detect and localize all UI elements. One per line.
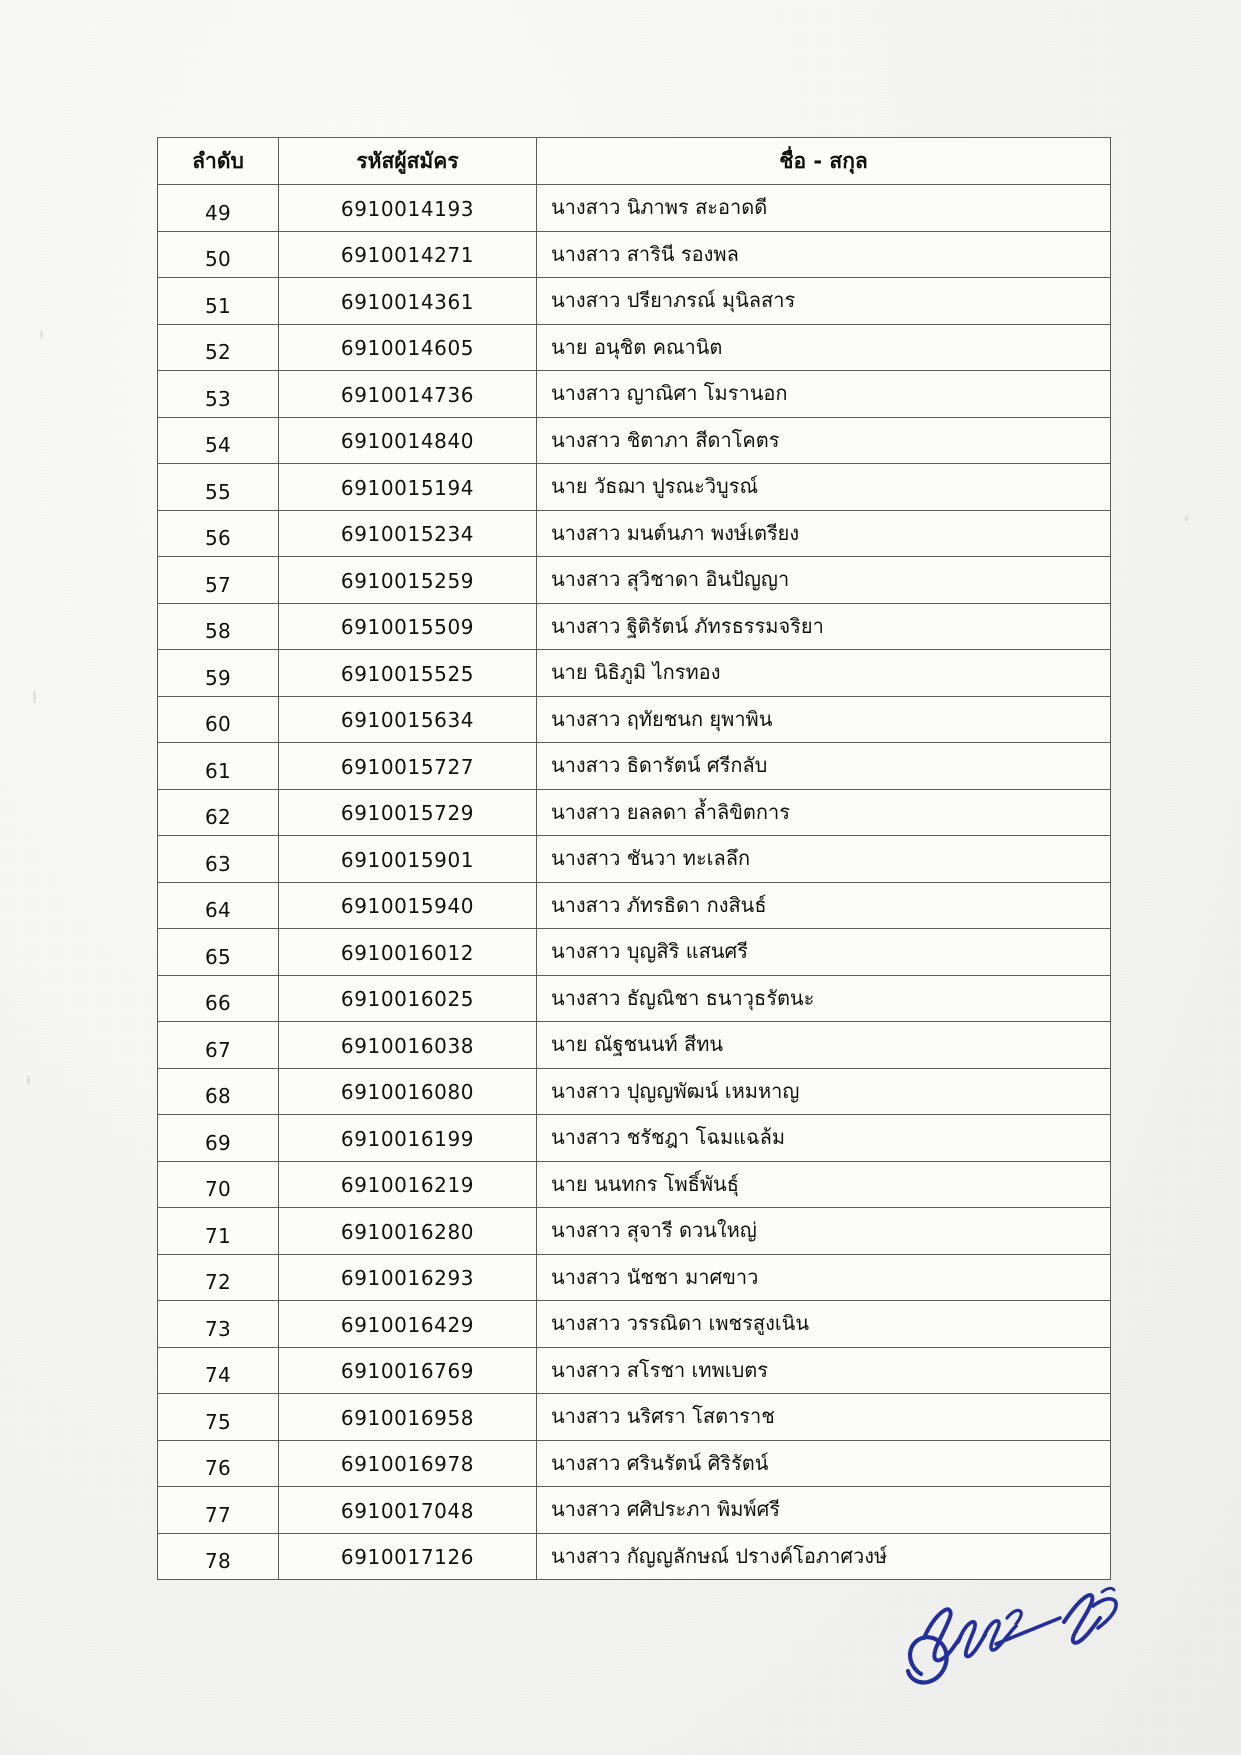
sequence-number-value: 77	[204, 1502, 232, 1527]
cell-applicant-name	[537, 557, 1111, 604]
cell-applicant-name	[537, 1487, 1111, 1534]
applicant-name-value: นางสาว บุญสิริ แสนศรี	[551, 939, 748, 964]
applicant-code-value: 6910016219	[340, 1173, 475, 1198]
applicant-code-value: 6910017126	[340, 1545, 475, 1570]
cell-applicant-code	[279, 1301, 537, 1348]
cell-applicant-name	[537, 1533, 1111, 1580]
cell-applicant-code	[279, 371, 537, 418]
applicant-code-value: 6910017048	[340, 1498, 475, 1523]
table-row	[158, 1115, 1111, 1162]
cell-sequence-number	[158, 557, 279, 604]
table-row	[158, 1347, 1111, 1394]
applicant-name-value: นางสาว ปรียาภรณ์ มุนิลสาร	[551, 288, 796, 313]
sequence-number-value: 63	[204, 851, 232, 876]
applicant-code-value: 6910015509	[340, 615, 475, 640]
cell-applicant-code	[279, 1254, 537, 1301]
cell-sequence-number	[158, 1068, 279, 1115]
sequence-number-value: 60	[204, 712, 232, 737]
applicant-code-value: 6910016293	[340, 1266, 475, 1291]
cell-sequence-number	[158, 1022, 279, 1069]
table-row	[158, 1394, 1111, 1441]
cell-applicant-name	[537, 1068, 1111, 1115]
cell-sequence-number	[158, 1208, 279, 1255]
applicant-name-value: นางสาว ชรัชฎา โฉมแฉล้ม	[551, 1125, 786, 1150]
cell-applicant-code	[279, 650, 537, 697]
applicant-name-value: นางสาว ชันวา ทะเลลึก	[551, 846, 751, 871]
table-row	[158, 743, 1111, 790]
table-row	[158, 1301, 1111, 1348]
cell-sequence-number	[158, 1533, 279, 1580]
sequence-number-value: 53	[204, 386, 232, 411]
sequence-number-value: 76	[204, 1456, 232, 1481]
cell-sequence-number	[158, 417, 279, 464]
sequence-number-value: 54	[204, 433, 232, 458]
cell-applicant-code	[279, 1068, 537, 1115]
sequence-number-value: 55	[204, 479, 232, 504]
applicant-name-value: นางสาว นัชชา มาศขาว	[551, 1264, 759, 1289]
cell-applicant-code	[279, 743, 537, 790]
sequence-number-value: 71	[204, 1223, 232, 1248]
cell-applicant-name	[537, 1440, 1111, 1487]
applicant-code-value: 6910016280	[340, 1219, 475, 1244]
table-row	[158, 975, 1111, 1022]
cell-applicant-code	[279, 1533, 537, 1580]
applicant-code-value: 6910016025	[340, 987, 475, 1012]
table-row	[158, 650, 1111, 697]
applicant-name-value: นางสาว ภัทรธิดา กงสินธ์	[551, 892, 767, 917]
table-row	[158, 185, 1111, 232]
applicant-name-value: นางสาว วรรณิดา เพชรสูงเนิน	[551, 1311, 810, 1336]
applicant-code-value: 6910015901	[340, 847, 475, 872]
applicant-name-value: นางสาว ธิดารัตน์ ศรีกลับ	[551, 753, 768, 778]
cell-sequence-number	[158, 882, 279, 929]
table-row	[158, 1440, 1111, 1487]
sequence-number-value: 59	[204, 665, 232, 690]
applicant-name-value: นางสาว สโรชา เทพเบตร	[551, 1357, 769, 1382]
applicant-code-value: 6910015727	[340, 754, 475, 779]
cell-applicant-name	[537, 696, 1111, 743]
cell-applicant-name	[537, 603, 1111, 650]
applicant-name-value: นาย วัธฌา ปูรณะวิบูรณ์	[551, 474, 759, 499]
applicant-name-value: นางสาว ศศิประภา พิมพ์ศรี	[551, 1497, 781, 1522]
applicant-code-value: 6910015940	[340, 894, 475, 919]
cell-applicant-code	[279, 1440, 537, 1487]
table-row	[158, 1254, 1111, 1301]
cell-applicant-name	[537, 789, 1111, 836]
table-row	[158, 371, 1111, 418]
applicant-name-value: นาย ณัฐชนนท์ สีทน	[551, 1032, 724, 1057]
signature-mark	[888, 1578, 1128, 1708]
applicant-code-value: 6910014361	[340, 289, 475, 314]
sequence-number-value: 75	[204, 1409, 232, 1434]
applicant-table	[157, 137, 1111, 1580]
applicant-name-value: นาย นนทกร โพธิ์พันธุ์	[551, 1171, 739, 1196]
table-row	[158, 278, 1111, 325]
scan-speck	[1185, 515, 1188, 522]
cell-applicant-code	[279, 1022, 537, 1069]
table-row	[158, 789, 1111, 836]
table-row	[158, 1161, 1111, 1208]
applicant-code-value: 6910014605	[340, 336, 475, 361]
cell-applicant-code	[279, 185, 537, 232]
table-header	[158, 138, 1111, 185]
sequence-number-value: 62	[204, 805, 232, 830]
cell-applicant-name	[537, 743, 1111, 790]
applicant-code-value: 6910015194	[340, 475, 475, 500]
cell-applicant-name	[537, 1347, 1111, 1394]
scan-speck	[33, 690, 36, 704]
sequence-number-value: 56	[204, 526, 232, 551]
cell-applicant-name	[537, 231, 1111, 278]
cell-applicant-name	[537, 185, 1111, 232]
sequence-number-value: 64	[204, 898, 232, 923]
sequence-number-value: 72	[204, 1270, 232, 1295]
applicant-code-value: 6910016012	[340, 940, 475, 965]
cell-sequence-number	[158, 510, 279, 557]
applicant-code-value: 6910016978	[340, 1452, 475, 1477]
table-row	[158, 231, 1111, 278]
cell-applicant-code	[279, 603, 537, 650]
table-row	[158, 510, 1111, 557]
cell-applicant-name	[537, 1254, 1111, 1301]
applicant-code-value: 6910015234	[340, 522, 475, 547]
applicant-code-value: 6910014193	[340, 196, 475, 221]
table-row	[158, 836, 1111, 883]
applicant-name-value: นางสาว สารินี รองพล	[551, 241, 739, 266]
cell-applicant-name	[537, 929, 1111, 976]
sequence-number-value: 74	[204, 1363, 232, 1388]
applicant-code-value: 6910016958	[340, 1405, 475, 1430]
applicant-code-value: 6910016080	[340, 1080, 475, 1105]
cell-applicant-code	[279, 882, 537, 929]
cell-applicant-code	[279, 696, 537, 743]
table-row	[158, 417, 1111, 464]
applicant-name-value: นางสาว สุวิชาดา อินปัญญา	[551, 567, 790, 592]
cell-applicant-code	[279, 1347, 537, 1394]
table-row	[158, 1068, 1111, 1115]
applicant-name-value: นางสาว ฤทัยชนก ยุพาพิน	[551, 706, 773, 731]
sequence-number-value: 70	[204, 1177, 232, 1202]
cell-sequence-number	[158, 278, 279, 325]
sequence-number-value: 78	[204, 1549, 232, 1574]
table-row	[158, 324, 1111, 371]
applicant-code-value: 6910015259	[340, 568, 475, 593]
cell-applicant-code	[279, 557, 537, 604]
cell-applicant-code	[279, 324, 537, 371]
applicant-code-value: 6910016199	[340, 1126, 475, 1151]
sequence-number-value: 52	[204, 340, 232, 365]
cell-sequence-number	[158, 603, 279, 650]
column-header-code	[279, 138, 537, 185]
table-row	[158, 882, 1111, 929]
cell-applicant-code	[279, 1394, 537, 1441]
applicant-code-value: 6910015729	[340, 801, 475, 826]
cell-sequence-number	[158, 371, 279, 418]
table-row	[158, 1022, 1111, 1069]
cell-sequence-number	[158, 464, 279, 511]
applicant-name-value: นางสาว ชิตาภา สีดาโคตร	[551, 427, 780, 452]
scan-speck	[27, 1075, 30, 1086]
applicant-code-value: 6910016038	[340, 1033, 475, 1058]
column-header-name-label: ชื่อ - สกุล	[779, 148, 868, 173]
cell-applicant-name	[537, 1301, 1111, 1348]
applicant-name-value: นาย นิธิภูมิ ไกรทอง	[551, 660, 721, 685]
table-row	[158, 557, 1111, 604]
table-row	[158, 696, 1111, 743]
table-row	[158, 603, 1111, 650]
cell-sequence-number	[158, 789, 279, 836]
applicant-name-value: นางสาว ศรินรัตน์ ศิริรัตน์	[551, 1450, 769, 1475]
cell-applicant-code	[279, 1161, 537, 1208]
table-row	[158, 929, 1111, 976]
cell-sequence-number	[158, 324, 279, 371]
sequence-number-value: 68	[204, 1084, 232, 1109]
cell-applicant-code	[279, 789, 537, 836]
table-row	[158, 1208, 1111, 1255]
sequence-number-value: 65	[204, 944, 232, 969]
cell-sequence-number	[158, 929, 279, 976]
sequence-number-value: 50	[204, 247, 232, 272]
applicant-name-value: นางสาว กัญญลักษณ์ ปรางค์โอภาศวงษ์	[551, 1543, 888, 1568]
cell-applicant-code	[279, 278, 537, 325]
applicant-code-value: 6910014736	[340, 382, 475, 407]
sequence-number-value: 61	[204, 758, 232, 783]
cell-applicant-name	[537, 975, 1111, 1022]
cell-applicant-code	[279, 929, 537, 976]
applicant-code-value: 6910016429	[340, 1312, 475, 1337]
cell-sequence-number	[158, 650, 279, 697]
cell-applicant-name	[537, 510, 1111, 557]
applicant-name-value: นางสาว นริศรา โสตาราช	[551, 1404, 775, 1429]
cell-sequence-number	[158, 1301, 279, 1348]
cell-applicant-name	[537, 324, 1111, 371]
cell-sequence-number	[158, 231, 279, 278]
cell-applicant-name	[537, 464, 1111, 511]
cell-applicant-name	[537, 1161, 1111, 1208]
applicant-code-value: 6910014271	[340, 243, 475, 268]
sequence-number-value: 66	[204, 991, 232, 1016]
sequence-number-value: 69	[204, 1130, 232, 1155]
column-header-no	[158, 138, 279, 185]
scan-speck	[40, 330, 43, 339]
cell-applicant-name	[537, 417, 1111, 464]
applicant-name-value: นางสาว สุจารี ดวนใหญ่	[551, 1218, 757, 1243]
cell-sequence-number	[158, 696, 279, 743]
cell-applicant-code	[279, 975, 537, 1022]
cell-sequence-number	[158, 743, 279, 790]
table-row	[158, 1487, 1111, 1534]
applicant-table-container	[157, 137, 1110, 1580]
applicant-name-value: นางสาว ฐิติรัตน์ ภัทรธรรมจริยา	[551, 613, 824, 638]
cell-applicant-code	[279, 464, 537, 511]
applicant-code-value: 6910015525	[340, 661, 475, 686]
cell-applicant-code	[279, 231, 537, 278]
cell-applicant-name	[537, 371, 1111, 418]
cell-applicant-code	[279, 1115, 537, 1162]
sequence-number-value: 58	[204, 619, 232, 644]
cell-sequence-number	[158, 836, 279, 883]
table-header-row	[158, 138, 1111, 185]
applicant-name-value: นางสาว ธัญณิชา ธนาวุธรัตนะ	[551, 985, 815, 1010]
cell-applicant-name	[537, 1115, 1111, 1162]
cell-applicant-name	[537, 836, 1111, 883]
applicant-name-value: นาย อนุชิต คณานิต	[551, 334, 723, 359]
cell-applicant-code	[279, 836, 537, 883]
cell-applicant-code	[279, 417, 537, 464]
cell-sequence-number	[158, 1487, 279, 1534]
applicant-code-value: 6910014840	[340, 429, 475, 454]
column-header-no-label: ลำดับ	[192, 148, 244, 173]
sequence-number-value: 73	[204, 1316, 232, 1341]
cell-sequence-number	[158, 1115, 279, 1162]
cell-sequence-number	[158, 975, 279, 1022]
cell-applicant-code	[279, 510, 537, 557]
cell-applicant-name	[537, 1208, 1111, 1255]
table-row	[158, 1533, 1111, 1580]
cell-applicant-code	[279, 1208, 537, 1255]
sequence-number-value: 49	[204, 200, 232, 225]
applicant-name-value: นางสาว มนต์นภา พงษ์เตรียง	[551, 520, 800, 545]
sequence-number-value: 51	[204, 293, 232, 318]
cell-applicant-code	[279, 1487, 537, 1534]
cell-sequence-number	[158, 1394, 279, 1441]
cell-applicant-name	[537, 1022, 1111, 1069]
cell-applicant-name	[537, 278, 1111, 325]
applicant-name-value: นางสาว นิภาพร สะอาดดี	[551, 195, 768, 220]
table-body	[158, 185, 1111, 1580]
cell-applicant-name	[537, 1394, 1111, 1441]
column-header-code-label: รหัสผู้สมัคร	[356, 148, 459, 173]
applicant-name-value: นางสาว ยลลดา ล้ำลิขิตการ	[551, 799, 790, 824]
cell-applicant-name	[537, 650, 1111, 697]
cell-sequence-number	[158, 1254, 279, 1301]
column-header-name	[537, 138, 1111, 185]
sequence-number-value: 67	[204, 1037, 232, 1062]
applicant-name-value: นางสาว ปุญญพัฒน์ เหมหาญ	[551, 1078, 800, 1103]
cell-sequence-number	[158, 1440, 279, 1487]
sequence-number-value: 57	[204, 572, 232, 597]
cell-sequence-number	[158, 1347, 279, 1394]
table-row	[158, 464, 1111, 511]
cell-applicant-name	[537, 882, 1111, 929]
applicant-code-value: 6910016769	[340, 1359, 475, 1384]
applicant-code-value: 6910015634	[340, 708, 475, 733]
cell-sequence-number	[158, 185, 279, 232]
applicant-name-value: นางสาว ญาณิศา โมรานอก	[551, 381, 788, 406]
cell-sequence-number	[158, 1161, 279, 1208]
